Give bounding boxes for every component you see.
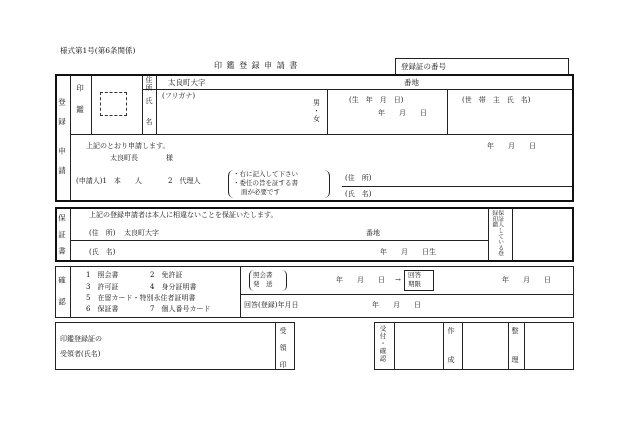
- confirm-item-5[interactable]: 5 在留カード・特別永住者証明書: [86, 294, 196, 302]
- applicant-self[interactable]: (申請人)1 本 人: [76, 177, 142, 185]
- registration-number-box[interactable]: [395, 58, 569, 75]
- confirmation-side-label: 確認: [57, 276, 67, 319]
- confirm-item-6[interactable]: 6 保証書: [86, 305, 119, 313]
- arrow-icon: →: [395, 276, 401, 284]
- agent-note-line3: 面が必要です: [241, 188, 280, 196]
- process-label: 整理: [511, 327, 519, 385]
- mayor-address: 太良町長 様: [110, 154, 173, 162]
- create-label: 作成: [447, 327, 455, 385]
- inkan-label: 印鑑: [75, 84, 85, 127]
- registrant-address-value: 太良町大字: [168, 78, 206, 87]
- reply-date[interactable]: 年 月 日: [372, 301, 421, 309]
- application-date[interactable]: 年 月 日: [487, 142, 536, 150]
- household-head-label: (世 帯 主 氏 名): [462, 96, 531, 104]
- office-box: [374, 322, 574, 370]
- agent-address-label: (住 所): [345, 174, 372, 182]
- application-statement: 上記のとおり申請します。: [86, 142, 170, 150]
- registration-number-label: 登録証の番号: [401, 62, 446, 71]
- agent-note-line1: ・右に記入して下さい: [233, 170, 298, 178]
- birth-date-label: (生 年 月 日): [349, 96, 404, 104]
- guarantor-address-label: (住 所): [89, 229, 116, 237]
- page-title: 印 鑑 登 録 申 請 書: [214, 61, 299, 70]
- inquiry-date[interactable]: 年 月 日: [336, 276, 385, 284]
- recipient-label-1: 印鑑登録証の: [60, 335, 102, 343]
- inquiry-label-2: 発 送: [253, 280, 273, 288]
- registrant-banchi: 番地: [404, 78, 419, 87]
- form-number: 様式第1号(第6条関係): [60, 46, 136, 55]
- registration-side-label: 登録: [57, 98, 67, 137]
- name-label: 氏名: [145, 97, 153, 139]
- receipt-seal-label: 受領印: [279, 327, 287, 378]
- guarantor-address-value: 太良町大字: [124, 229, 159, 237]
- recipient-box: [55, 322, 295, 370]
- guarantor-banchi: 番地: [366, 229, 380, 237]
- agent-note-line2: ・委任の旨を証する書: [233, 179, 298, 187]
- seal-impression-box[interactable]: [100, 92, 127, 116]
- address-label: 住所: [145, 76, 153, 92]
- guarantor-statement: 上記の登録申請者は本人に相違ないことを保証いたします。: [89, 211, 278, 219]
- birth-date-values: 年 月 日: [378, 109, 427, 117]
- gender-dot: ・: [313, 107, 320, 115]
- furigana-label: (フリガナ): [162, 92, 196, 100]
- application-side-label: 申請: [57, 147, 67, 186]
- confirm-item-4[interactable]: 4 身分証明書: [150, 283, 197, 291]
- accept-confirm-label: 受付・確認: [378, 325, 387, 363]
- answer-label-1: 回答: [408, 271, 421, 279]
- guarantor-side-label: 保証書: [57, 214, 67, 264]
- confirm-item-1[interactable]: 1 照会書: [86, 271, 119, 279]
- agent-name-label: (氏 名): [345, 190, 372, 198]
- recipient-label-2: 受領者(氏名): [60, 350, 101, 358]
- confirm-item-3[interactable]: 3 許可証: [86, 283, 119, 291]
- inquiry-label-1: 照会書: [253, 271, 273, 279]
- guarantor-name-label: (氏 名): [89, 248, 116, 256]
- applicant-agent[interactable]: 2 代理人: [168, 177, 201, 185]
- answer-label-2: 期限: [408, 280, 421, 288]
- guarantor-birth[interactable]: 年 月 日生: [380, 248, 436, 256]
- guarantor-seal-note: 保証人している登録印鑑: [490, 210, 503, 257]
- confirmation-section: [55, 266, 574, 318]
- gender-male[interactable]: 男: [313, 99, 320, 107]
- confirm-item-7[interactable]: 7 個人番号カード: [150, 305, 211, 313]
- gender-female[interactable]: 女: [313, 115, 320, 123]
- answer-deadline-date[interactable]: 年 月 日: [502, 276, 551, 284]
- confirm-item-2[interactable]: 2 免許証: [150, 271, 183, 279]
- reply-date-label: 回答(登録)年月日: [244, 301, 299, 309]
